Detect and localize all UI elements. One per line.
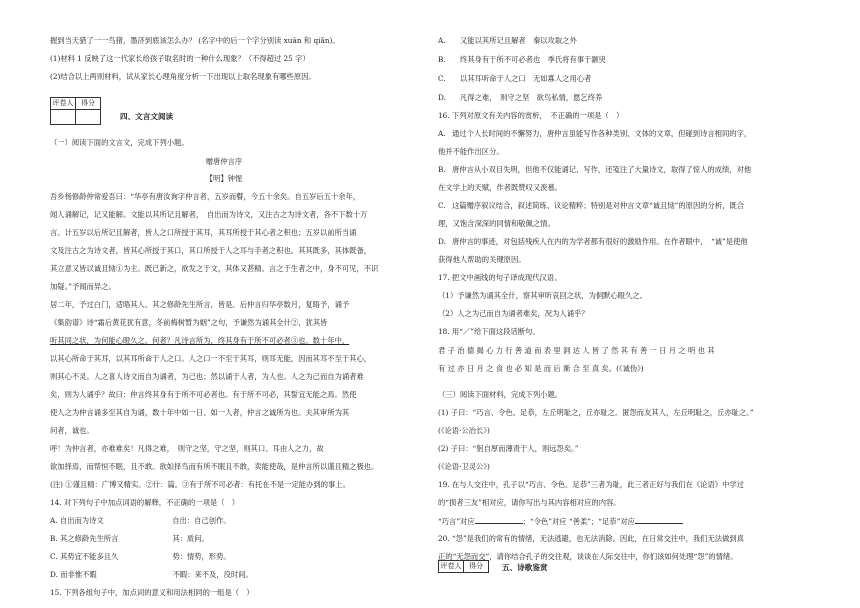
material-1-source: (《论语·公冶长》) <box>438 426 490 435</box>
passage-line-underlined: 听其同之状，为何能心瞪久之。何者？凡诗言所为，终其身有于所不可必者③也。数十年中， <box>50 336 350 345</box>
option-key: A. <box>438 36 446 45</box>
passage-line: 呼！为仲言者，亦难难矣！凡得之难， 则守之坚，守之坚，则其口、耳由人之力，故 <box>50 444 324 453</box>
option-text: 通过个人长时间的不懈努力，唐仲言虽能写作各种类别、文体的文章，但碰到诗言相同的字， <box>452 129 752 138</box>
passage-line: 其立意又皆以诚且恸①为主。既已新之，欲发之于文，其体又甚精。言之于生者之中，身不可见，不识 <box>50 264 379 273</box>
score-grader-label: 评卷人 <box>52 99 74 107</box>
option-key: C. <box>438 201 446 210</box>
passage-line: 加疑。”予闻而异之。 <box>50 282 116 291</box>
option-key: B. <box>438 165 446 174</box>
option-explanation: 势：情势，形势。 <box>172 552 231 561</box>
question-14: 14. 对下列句子中加点词语的解释，不正确的一项是（ ） <box>50 498 240 507</box>
score-label: 得分 <box>464 561 489 573</box>
question-16: 16. 下列对原文有关内容的赏析， 不正确的一项是（ ） <box>438 111 624 120</box>
answer-blank[interactable] <box>475 516 523 524</box>
option-d[interactable] <box>438 237 748 248</box>
question-15: 15. 下列各组句子中，加点词的意义和用法相同的一组是（ ） <box>50 588 254 597</box>
option-c[interactable] <box>438 201 744 212</box>
passage-line: 问者，诚也。 <box>50 426 94 435</box>
option-d[interactable] <box>438 93 602 104</box>
option-text: 这篇赠序叙议结合，叙述简练、议论精粹；特别是对仲言文章“诚且恸”的原因的分析，既合 <box>452 201 745 210</box>
question-20: 20. “怨”是我们的常有的情绪，无法逃避，也无法消除。因此，在日常交往中，我们无法做到真 <box>438 534 744 543</box>
option-sentence: 其势宜不能多且久 <box>59 552 119 561</box>
passage-line: 闻人诵解记，记又能解。文能以其所记且解者， 自出而为诗文，又注古之为诗文者，各不下数十万 <box>50 210 368 219</box>
option-a[interactable] <box>50 516 231 527</box>
passage-line: 居二年，予过白门，适晤其人。其之修龄先生所言，皆是。后仲言归华亭数月，复晤予，诵予 <box>50 300 350 309</box>
option-b[interactable] <box>438 165 751 176</box>
option-key: D. <box>50 570 58 579</box>
option-text-cont: 理，又饱含深深的同情和敬佩之情。 <box>438 219 555 228</box>
option-explanation: 其：质问。 <box>172 534 209 543</box>
passage-line: 言。计五岁以后所记且解者，皆人之口所授于其耳，其耳所授于其心者之积也；五岁以前所当诵 <box>50 228 357 237</box>
option-b[interactable] <box>50 534 209 545</box>
passage-notes: (注) ①谨且精：广博又精实。②什：篇。③有于所不可必者：有托在不是一定能办到的事上。 <box>50 480 350 489</box>
passage-line: 吾乡杨修龄仲常爱吾曰：“华亭有唐汝询字仲言者，五岁而瞽，今五十余矣。自五岁后五十余年， <box>50 192 361 201</box>
option-d[interactable] <box>50 570 253 581</box>
question-19: 19. 在与人交往中，孔子以“巧言、令色、足恭”三者为耻，此三者正好与我们在《论语》中学过 <box>438 480 744 489</box>
score-table <box>438 560 489 573</box>
option-text: 唐仲言的事迹，对包括残疾人在内的为学者都有很好的激励作用。在作者眼中， “诚”是使他 <box>452 237 748 246</box>
option-text-cont: 在文学上的天赋，作者既赞叹又羡慕。 <box>438 183 563 192</box>
option-explanation: 不暇：来不及，没时间。 <box>172 570 253 579</box>
punctuation-passage: 君 子 治 德 揭 心 力 行 善 道 而 表 里 洞 达 人 皆 了 然 其 有 善 一 日 月 之 明 也 其 <box>438 346 715 355</box>
option-key: B. <box>438 55 446 64</box>
option-sentence: 自出而为诗文 <box>59 516 104 525</box>
option-key: D. <box>438 237 446 246</box>
option-c[interactable] <box>438 74 591 85</box>
answer-prompt: “巧言”对应 <box>438 517 475 526</box>
question-line: (1)材料 1 反映了这一代家长给孩子取名时的一种什么现象？（不得超过 25 字） <box>50 54 310 63</box>
reading-instruction: （一）阅读下面的文言文，完成下列小题。 <box>50 138 189 147</box>
score-grader-cell[interactable] <box>51 109 76 124</box>
score-grader-label: 评卷人 <box>440 562 462 570</box>
option-sentence: 其之修龄先生所言 <box>60 534 119 543</box>
answer-blank[interactable] <box>635 516 683 524</box>
option-b[interactable] <box>438 55 606 66</box>
question-17: 17. 把文中画线的句子译成现代汉语。 <box>438 273 562 282</box>
option-text-cont: 他并不能作出区分。 <box>438 147 504 156</box>
passage-line: 《集韵谱》诗“霜后黄花犹有意，冬前梅树暂为姻”之句，予谦然为诵其全什②，犹其皆 <box>50 318 328 327</box>
option-key: C. <box>438 74 446 83</box>
question-19-answer-line <box>438 516 683 528</box>
question-19-cont: 的“损者三友”相对应，请你写出与其内容相对应的内容。 <box>438 498 621 507</box>
passage-line: 文及注古之为诗文者，皆其心所授于其口，其口所授于人之耳与手者之积也。其其既多，其体既备， <box>50 246 372 255</box>
option-a[interactable] <box>438 129 751 140</box>
question-17-item: （2）人之为己而自为诵者难矣，况为人诵乎？ <box>438 309 589 318</box>
option-sentence: 而非惟不暇 <box>60 570 97 579</box>
passage-line: 则其心不灵。人之喜人诗文而自为诵者，为己也；然以诵于人者，为人也。人之为己而自为诵者难 <box>50 372 364 381</box>
passage-line: 欲加择焉，而帮恒不眠，且不敢。欲如择鸟而有所不眠且不敢，卖能使哉，是仲言所以谨且精之极也。 <box>50 462 379 471</box>
question-18: 18. 用“／”给下面这段话断句。 <box>438 327 540 336</box>
passage-author: 【明】钟惺 <box>205 174 243 183</box>
section-title: 五、诗歌鉴赏 <box>502 563 548 572</box>
option-text: 以其耳听命于人之口 无如寡人之用心者 <box>460 74 592 83</box>
score-cell[interactable] <box>76 109 101 124</box>
punctuation-passage: 有 过 亦 日 月 之 食 也 必 知 是 而 后 渐 合 至 真 矣。(《诚伪》) <box>438 364 644 373</box>
sub-section-instruction: （三）阅读下面材料，完成下列小题。 <box>438 390 563 399</box>
option-key: B. <box>50 534 58 543</box>
option-key: A. <box>50 516 58 525</box>
material-2-source: (《论语·卫灵公》) <box>438 462 490 471</box>
material-2: (2) 子曰：“躬自厚而薄责于人，则远怨矣。” <box>438 444 579 453</box>
question-17-item: （1）予谦然为诵其全什，察其审听哀回之状，为侗默心瞪久之。 <box>438 291 647 300</box>
option-key: C. <box>50 552 58 561</box>
option-text: 唐仲言从小双目失明，但他不仅能诵记、写作，还笺注了大量诗文，取得了惊人的成绩，对他 <box>452 165 752 174</box>
material-1: (1) 子曰：“巧言、令色、足恭，左丘明耻之，丘亦耻之。匿怨而友其人，左丘明耻之，丘亦耻之。” <box>438 408 754 417</box>
answer-prompt: ；“令色”对应 “善柔”；“足恭”对应 <box>522 517 635 526</box>
text-line: 握到当天猎了一一鸟猪，墨济到底该怎么办？ (名字中的后一个字分别读 xuān 和 qiǎn)。 <box>50 36 340 45</box>
option-text-cont: 获得他人帮助的关键原因。 <box>438 255 526 264</box>
question-line: (2)结合以上两则材料，试从家长心理角度分析一下出现以上取名现象有哪些原因。 <box>50 72 316 81</box>
option-text: 又能以其所记且解者 秦以攻取之外 <box>460 36 577 45</box>
passage-line: 矣，则为人诵乎？故曰：仲言终其身有于所不可必者也。有于所不可必，其誓宜无能之焉。然使 <box>50 390 357 399</box>
option-text: 凡得之难， 则守之坚 欲鸟私情，愿乞终养 <box>460 93 603 102</box>
question-20-cont: 正的“无怨而交”，请你结合孔子的交往观，谈谈在人际交往中，你们该如何处理“怨”的情绪。 <box>438 552 738 561</box>
section-title: 四、文言文阅读 <box>120 112 174 121</box>
passage-line: 以其心所命于其耳，以其耳所命于人之口。人之口一不至于其耳，则耳无能，因而其耳不至于其心， <box>50 354 372 363</box>
option-key: D. <box>438 93 446 102</box>
option-explanation: 自出：自己创作。 <box>172 516 231 525</box>
score-label: 得分 <box>76 98 101 110</box>
passage-line: 使人之为仲言诵多至其自为诵，数十年中如一日、如一人者，仲言之诚所为也。夫其审所为其 <box>50 408 350 417</box>
option-a[interactable] <box>438 36 577 47</box>
score-table <box>50 97 101 125</box>
passage-title: 赠唐仲言序 <box>205 157 243 166</box>
option-c[interactable] <box>50 552 231 563</box>
option-key: A. <box>438 129 446 138</box>
option-text: 终其身有于所不可必者也 季氏将有事于颛臾 <box>460 55 606 64</box>
